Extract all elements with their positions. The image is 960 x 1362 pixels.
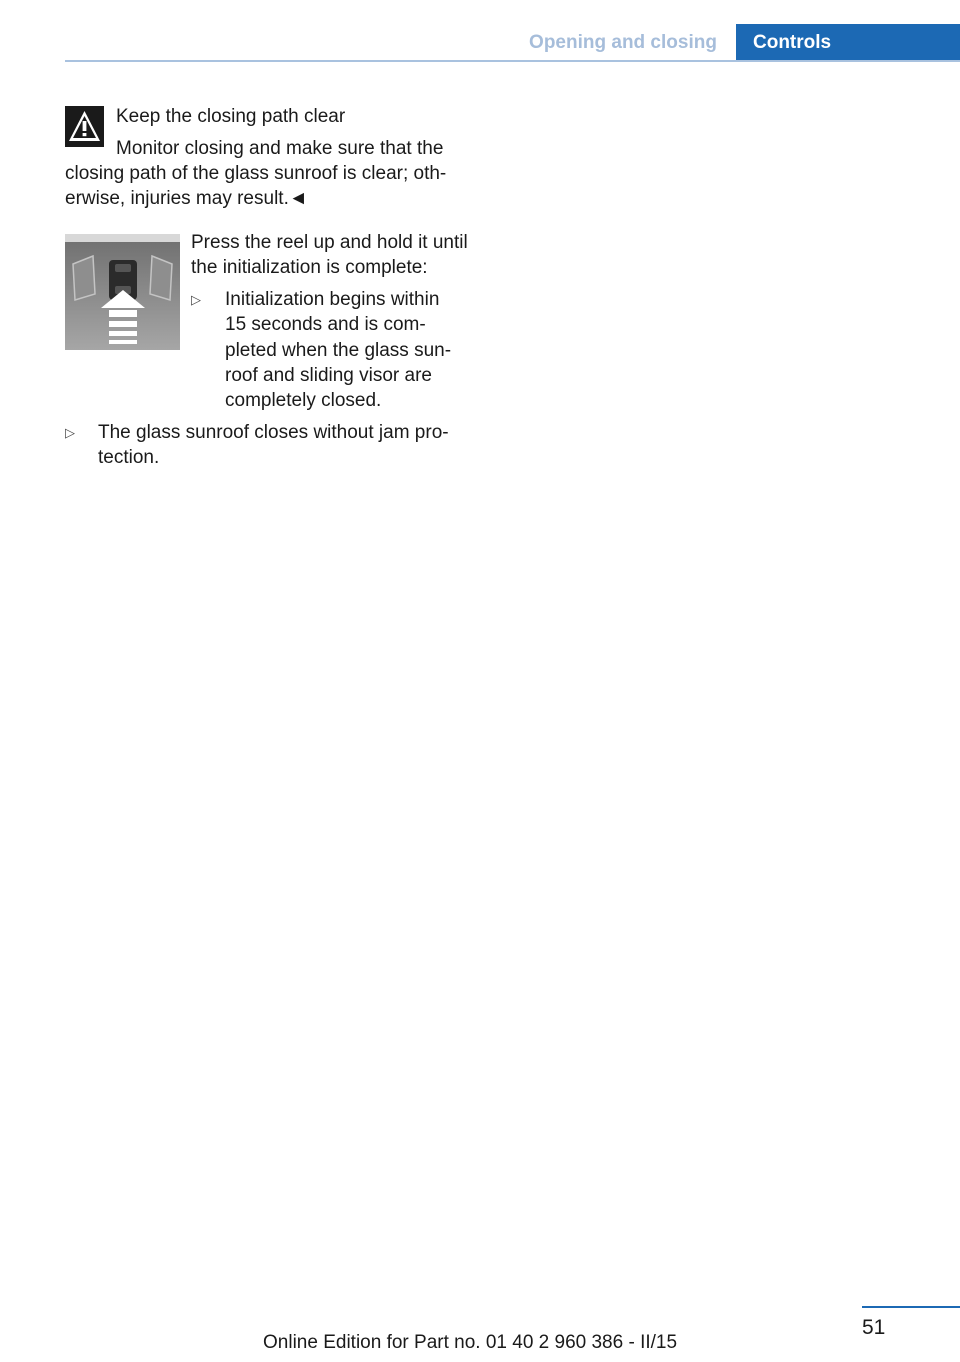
header-rule <box>65 60 960 62</box>
warning-text-line: erwise, injuries may result.◄ <box>65 188 308 209</box>
bullet-text-line: tection. <box>98 447 160 468</box>
footer-rule <box>862 1306 960 1308</box>
warning-title: Keep the closing path clear <box>116 106 346 127</box>
bullet-text-line: roof and sliding visor are <box>225 365 432 386</box>
header-chapter-tab: Controls <box>736 24 960 62</box>
warning-text-line: closing path of the glass sunroof is clear; oth- <box>65 163 447 184</box>
instruction-line: Press the reel up and hold it until <box>191 232 468 253</box>
warning-triangle-icon <box>65 106 104 147</box>
bullet-text-line: pleted when the glass sun- <box>225 340 452 361</box>
bullet-marker-icon: ▷ <box>65 425 75 440</box>
bullet-text-line: completely closed. <box>225 390 382 411</box>
bullet-marker-icon: ▷ <box>191 292 201 307</box>
bullet-text-line: Initialization begins within <box>225 289 440 310</box>
roof-switch-press-up-illustration <box>65 234 180 350</box>
instruction-line: the initialization is complete: <box>191 257 428 278</box>
edition-footer: Online Edition for Part no. 01 40 2 960 386 - II/15 <box>263 1332 678 1353</box>
page-number: 51 <box>862 1316 886 1339</box>
warning-text-line: Monitor closing and make sure that the <box>116 138 444 159</box>
header-section-title: Opening and closing <box>529 32 717 53</box>
bullet-text-line: 15 seconds and is com- <box>225 314 426 335</box>
bullet-text-line: The glass sunroof closes without jam pro- <box>98 422 449 443</box>
